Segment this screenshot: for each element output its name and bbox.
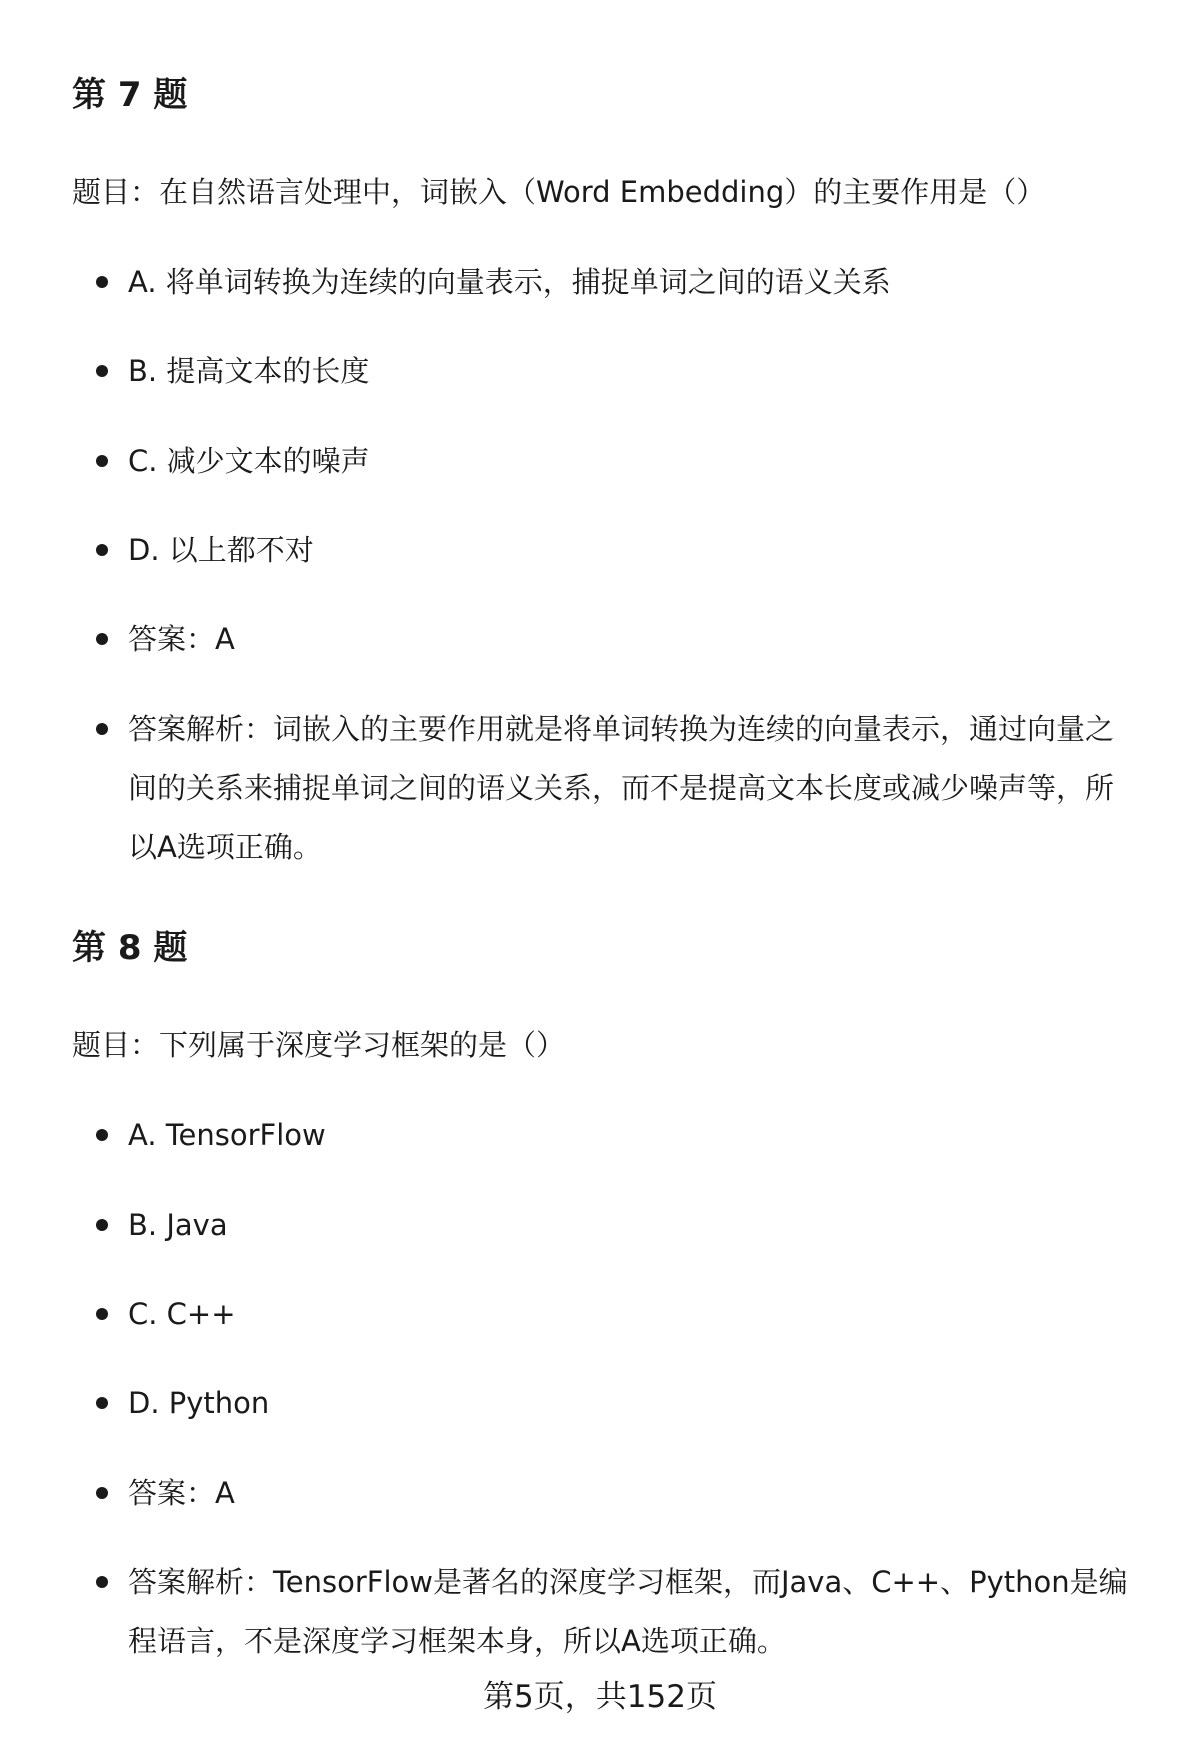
bullet-icon	[96, 276, 108, 288]
bullet-icon	[96, 1219, 108, 1231]
analysis-line: 答案解析：TensorFlow是著名的深度学习框架，而Java、C++、Python是编	[128, 1565, 1128, 1599]
analysis-line: 以A选项正确。	[128, 830, 322, 864]
analysis-line: 程语言，不是深度学习框架本身，所以A选项正确。	[128, 1624, 786, 1658]
option-a: A. TensorFlow	[128, 1121, 1200, 1150]
question-heading: 第 8 题	[72, 928, 188, 968]
bullet-icon	[96, 1397, 108, 1409]
bullet-icon	[96, 1129, 108, 1141]
page-number: 第5页，共152页	[483, 1679, 717, 1715]
analysis-line: 答案解析：词嵌入的主要作用就是将单词转换为连续的向量表示，通过向量之	[128, 712, 1115, 746]
question-stem: 题目：在自然语言处理中，词嵌入（Word Embedding）的主要作用是（）	[72, 175, 1046, 209]
bullet-icon	[96, 1576, 108, 1588]
answer: 答案：A	[128, 625, 1200, 654]
option-a: A. 将单词转换为连续的向量表示，捕捉单词之间的语义关系	[128, 268, 1200, 297]
option-d: D. 以上都不对	[128, 536, 1200, 565]
analysis-line: 间的关系来捕捉单词之间的语义关系，而不是提高文本长度或减少噪声等，所	[128, 771, 1115, 805]
option-c: C. C++	[128, 1300, 1200, 1329]
question-heading: 第 7 题	[72, 75, 188, 115]
bullet-icon	[96, 633, 108, 645]
bullet-icon	[96, 455, 108, 467]
option-d: D. Python	[128, 1389, 1200, 1418]
question-stem: 题目：下列属于深度学习框架的是（）	[72, 1028, 566, 1062]
option-b: B. Java	[128, 1211, 1200, 1240]
bullet-icon	[96, 365, 108, 377]
answer-analysis	[128, 1553, 1200, 1671]
bullet-icon	[96, 1308, 108, 1320]
bullet-icon	[96, 1487, 108, 1499]
bullet-icon	[96, 544, 108, 556]
option-b: B. 提高文本的长度	[128, 357, 1200, 386]
bullet-icon	[96, 723, 108, 735]
answer: 答案：A	[128, 1479, 1200, 1508]
option-c: C. 减少文本的噪声	[128, 447, 1200, 476]
answer-analysis	[128, 700, 1200, 877]
